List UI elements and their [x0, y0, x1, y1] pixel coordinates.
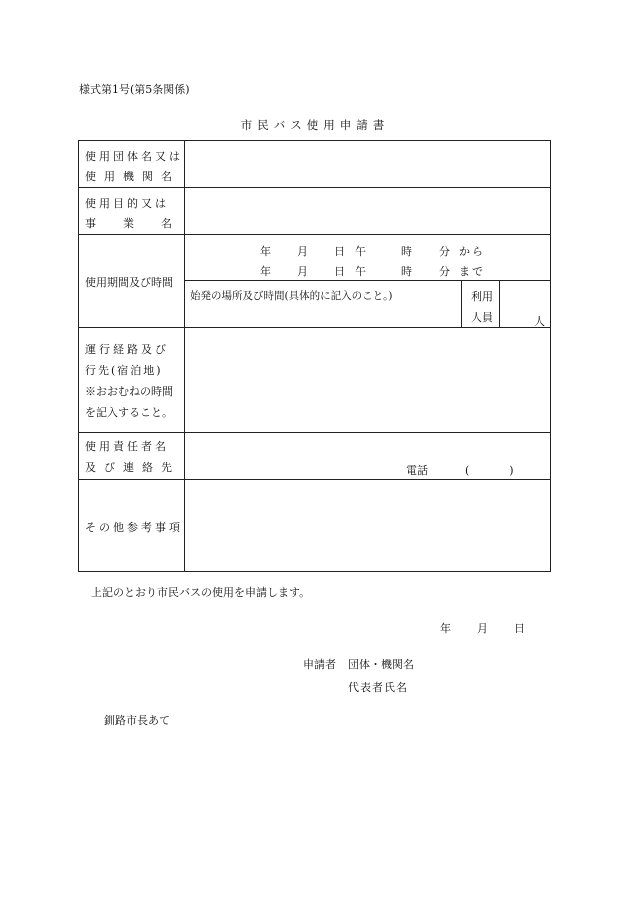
- period-end-year: 年: [260, 265, 271, 278]
- form-title: 市民バス使用申請書: [240, 118, 390, 132]
- users-count-field[interactable]: [500, 281, 530, 327]
- date-day: 日: [514, 622, 525, 635]
- users-label-line2: 人員: [471, 311, 493, 324]
- period-end-day: 日: [334, 265, 345, 278]
- period-start-year: 年: [260, 245, 271, 258]
- period-end-hour: 時: [401, 265, 412, 278]
- representative-name-label: 代表者氏名: [348, 681, 408, 694]
- org-name-label-line1: 使用団体名又は: [85, 150, 183, 163]
- purpose-label-line1: 使用目的又は: [85, 197, 169, 210]
- period-start-day: 日: [334, 245, 345, 258]
- period-end-ampm: 午: [355, 265, 366, 278]
- column-divider: [461, 280, 462, 327]
- org-name-field[interactable]: [185, 141, 550, 187]
- form-number: 様式第1号(第5条関係): [79, 83, 190, 96]
- other-label: その他参考事項: [85, 521, 183, 534]
- manager-label-line1: 使用責任者名: [85, 440, 169, 453]
- other-field[interactable]: [185, 480, 550, 571]
- application-statement: 上記のとおり市民バスの使用を申請します。: [91, 586, 311, 599]
- users-label-line1: 利用: [471, 290, 493, 303]
- phone-parens: ( ): [465, 464, 520, 477]
- period-field[interactable]: [185, 235, 550, 280]
- departure-label: 始発の場所及び時間(具体的に記入のこと。): [190, 290, 393, 302]
- date-year: 年: [440, 622, 451, 635]
- date-month: 月: [477, 622, 488, 635]
- route-label-line2: 行先(宿泊地): [85, 364, 163, 377]
- phone-label: 電話: [406, 464, 428, 477]
- period-end-month: 月: [297, 265, 308, 278]
- period-label: 使用期間及び時間: [85, 276, 173, 289]
- manager-field[interactable]: [185, 433, 550, 479]
- route-label-line3: ※おおむねの時間: [85, 385, 173, 398]
- applicant-label: 申請者: [303, 658, 336, 671]
- departure-field[interactable]: [185, 303, 460, 327]
- application-table: [78, 140, 551, 572]
- period-start-ampm: 午: [355, 245, 366, 258]
- period-end-minute: 分: [439, 265, 450, 278]
- purpose-field[interactable]: [185, 188, 550, 234]
- route-field[interactable]: [185, 328, 550, 432]
- period-start-minute: 分: [439, 245, 450, 258]
- route-label-line1: 運行経路及び: [85, 343, 169, 356]
- period-start-suffix: から: [459, 245, 485, 258]
- manager-label-line2: 及び連絡先: [85, 461, 180, 474]
- application-date: [440, 620, 525, 636]
- addressee: 釧路市長あて: [104, 714, 170, 727]
- row-divider: [184, 280, 550, 281]
- period-end-suffix: まで: [459, 265, 485, 278]
- org-name-signature-label: 団体・機関名: [348, 658, 414, 671]
- purpose-label-line2: 事業名: [85, 217, 199, 230]
- users-unit: 人: [534, 315, 545, 328]
- period-start-month: 月: [297, 245, 308, 258]
- period-start-hour: 時: [401, 245, 412, 258]
- route-label-line4: を記入すること。: [85, 406, 173, 419]
- org-name-label-line2: 使用機関名: [85, 170, 180, 183]
